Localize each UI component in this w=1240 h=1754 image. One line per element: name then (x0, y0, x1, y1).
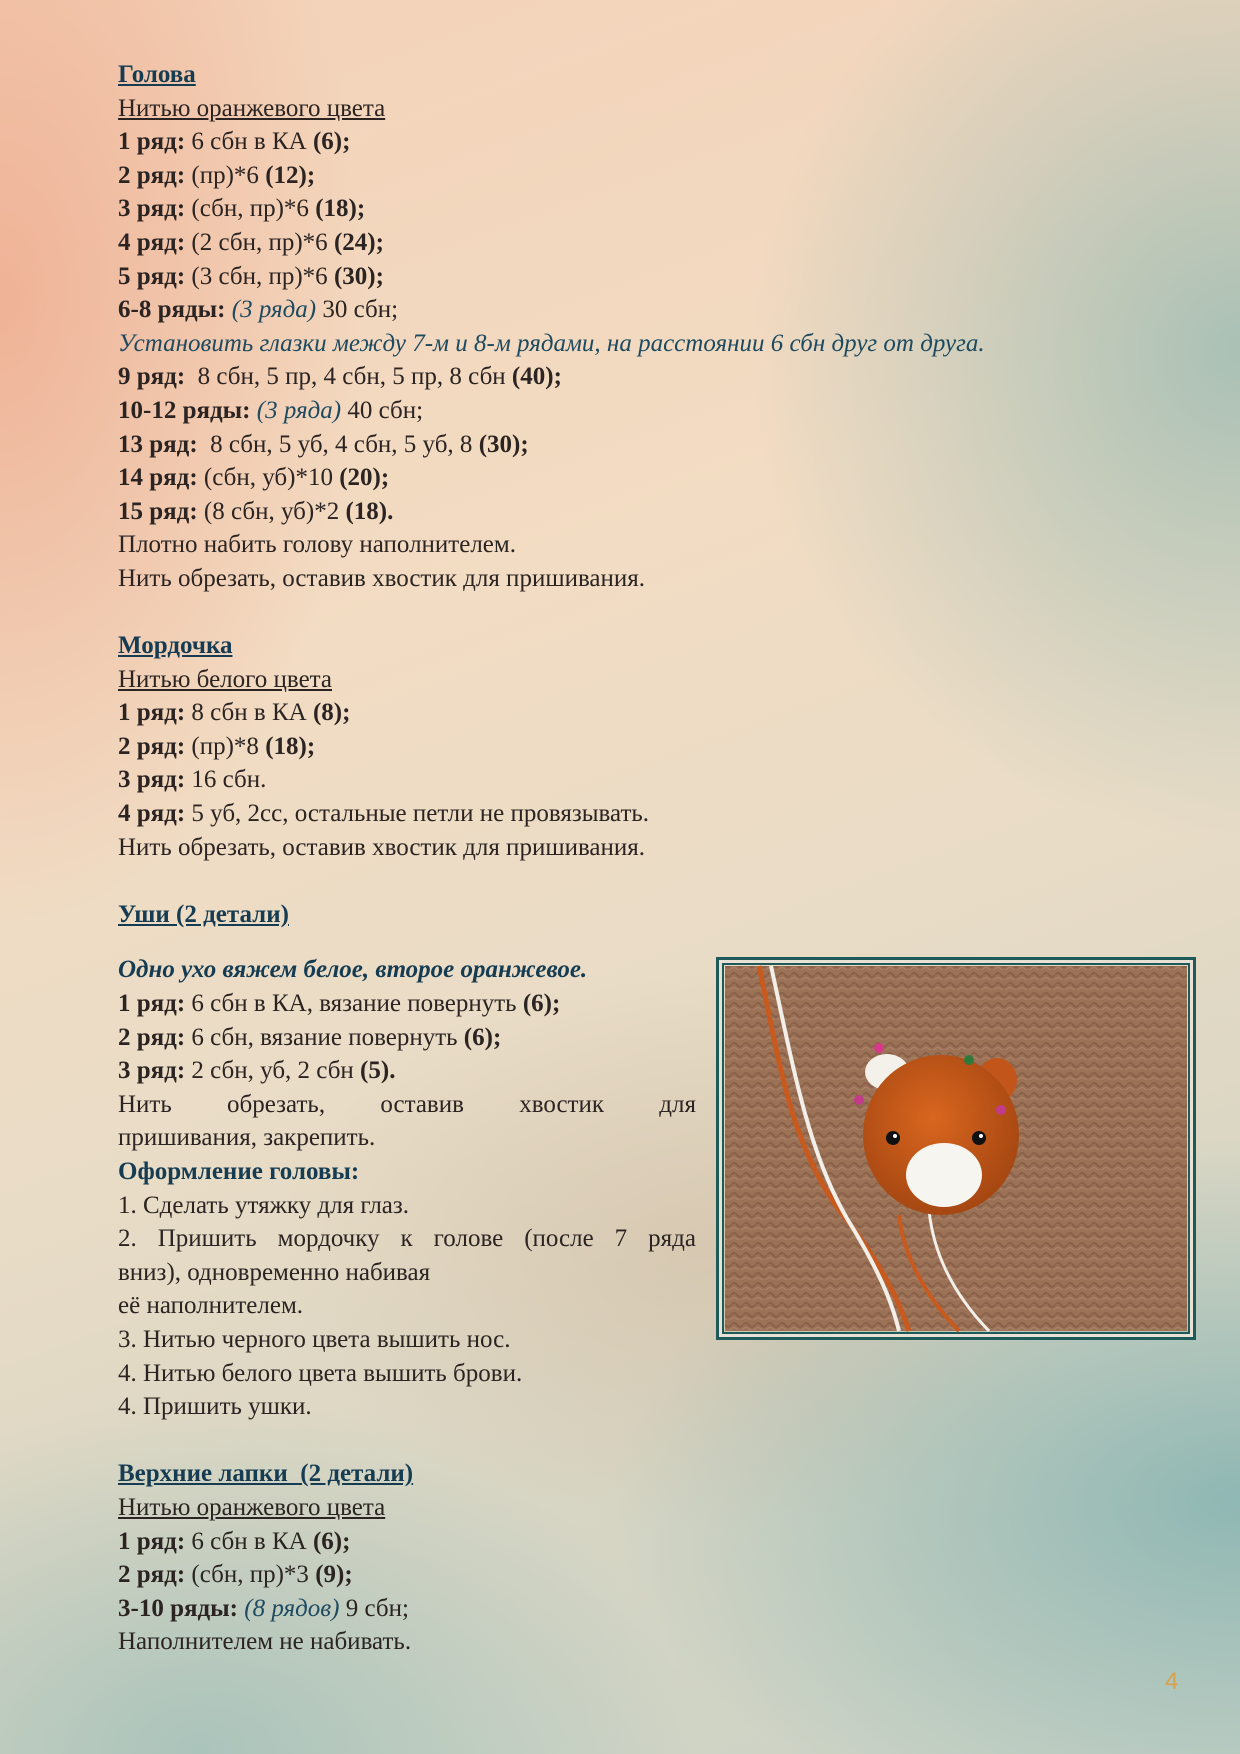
upper-paws-title: Верхние лапки (2 детали) (118, 1460, 414, 1488)
row-line: 2 ряд: 6 сбн, вязание повернуть (6); (118, 1023, 502, 1051)
row-line: 14 ряд: (сбн, уб)*10 (20); (118, 464, 390, 492)
head-yarn: Нитью оранжевого цвета (118, 94, 386, 122)
design-step: 3. Нитью черного цвета вышить нос. (118, 1325, 511, 1353)
row-line: 1 ряд: 8 сбн в КА (8); (118, 699, 351, 727)
eye-highlight (979, 1134, 983, 1138)
row-line: 1 ряд: 6 сбн в КА (6); (118, 1527, 351, 1555)
row-line: 2 ряд: (сбн, пр)*3 (9); (118, 1561, 353, 1589)
row-line: 10-12 ряды: (3 ряда) 40 сбн; (118, 396, 424, 424)
pin-head (996, 1105, 1006, 1115)
eyes-note: Установить глазки между 7-м и 8-м рядами, на расстоянии 6 сбн друг от друга. (118, 329, 985, 357)
design-step: 2. Пришить мордочку к голове (после 7 ряда (118, 1225, 696, 1253)
muzzle-yarn: Нитью белого цвета (118, 665, 332, 693)
row-line: 4 ряд: 5 уб, 2сс, остальные петли не провязывать. (118, 800, 650, 828)
row-line: 2 ряд: (пр)*6 (12); (118, 161, 316, 189)
row-line: 13 ряд: 8 сбн, 5 уб, 4 сбн, 5 уб, 8 (30); (118, 430, 529, 458)
design-step: 4. Пришить ушки. (118, 1393, 312, 1421)
pin-head (964, 1055, 974, 1065)
upper-paws-no-stuff: Наполнителем не набивать. (118, 1628, 412, 1656)
head-design-title: Оформление головы: (118, 1158, 360, 1185)
design-step: 4. Нитью белого цвета вышить брови. (118, 1359, 523, 1387)
pin-head (874, 1043, 884, 1053)
ears-note: Одно ухо вяжем белое, второе оранжевое. (118, 956, 588, 984)
page-number: 4 (1165, 1668, 1179, 1695)
crochet-head-photo (716, 957, 1196, 1340)
row-line: 9 ряд: 8 сбн, 5 пр, 4 сбн, 5 пр, 8 сбн (40); (118, 363, 562, 391)
ears-cut-line2: пришивания, закрепить. (118, 1124, 376, 1152)
muzzle-title: Мордочка (118, 632, 233, 660)
head-rows-1 (118, 125, 1138, 293)
row-line: 5 ряд: (3 сбн, пр)*6 (30); (118, 262, 384, 290)
spacer (118, 931, 1138, 953)
ears-title: Уши (2 детали) (118, 900, 289, 928)
pin-head (854, 1095, 864, 1105)
eye-highlight (893, 1134, 897, 1138)
white-muzzle (906, 1143, 982, 1207)
right-eye (972, 1131, 986, 1145)
left-eye (886, 1131, 900, 1145)
row-line: 1 ряд: 6 сбн в КА, вязание повернуть (6); (118, 990, 561, 1018)
row-line: 2 ряд: (пр)*8 (18); (118, 732, 316, 760)
row-line: 3 ряд: 16 сбн. (118, 766, 267, 794)
head-title: Голова (118, 61, 196, 88)
row-line: 3-10 ряды: (8 рядов) 9 сбн; (118, 1594, 409, 1622)
design-step: её наполнителем. (118, 1292, 304, 1320)
row-line: 6-8 ряды: (3 ряда) 30 сбн; (118, 296, 399, 324)
row-line: 4 ряд: (2 сбн, пр)*6 (24); (118, 228, 384, 256)
crochet-head-illustration (719, 960, 1193, 1337)
design-step: 1. Сделать утяжку для глаз. (118, 1191, 410, 1219)
muzzle-cut: Нить обрезать, оставив хвостик для пришивания. (118, 833, 646, 861)
head-cut: Нить обрезать, оставив хвостик для пришивания. (118, 564, 646, 592)
row-line: 3 ряд: 2 сбн, уб, 2 сбн (5). (118, 1057, 396, 1085)
row-line: 1 ряд: 6 сбн в КА (6); (118, 128, 351, 156)
ears-cut-line1: Нить обрезать, оставив хвостик для (118, 1090, 696, 1118)
row-line: 15 ряд: (8 сбн, уб)*2 (18). (118, 497, 394, 525)
row-line: 3 ряд: (сбн, пр)*6 (18); (118, 195, 366, 223)
pattern-text (118, 58, 1138, 1659)
upper-paws-yarn: Нитью оранжевого цвета (118, 1493, 386, 1521)
spacer (118, 596, 1138, 630)
head-stuff: Плотно набить голову наполнителем. (118, 531, 516, 559)
spacer (118, 1424, 1138, 1458)
spacer (118, 864, 1138, 898)
design-step: вниз), одновременно набивая (118, 1258, 431, 1286)
